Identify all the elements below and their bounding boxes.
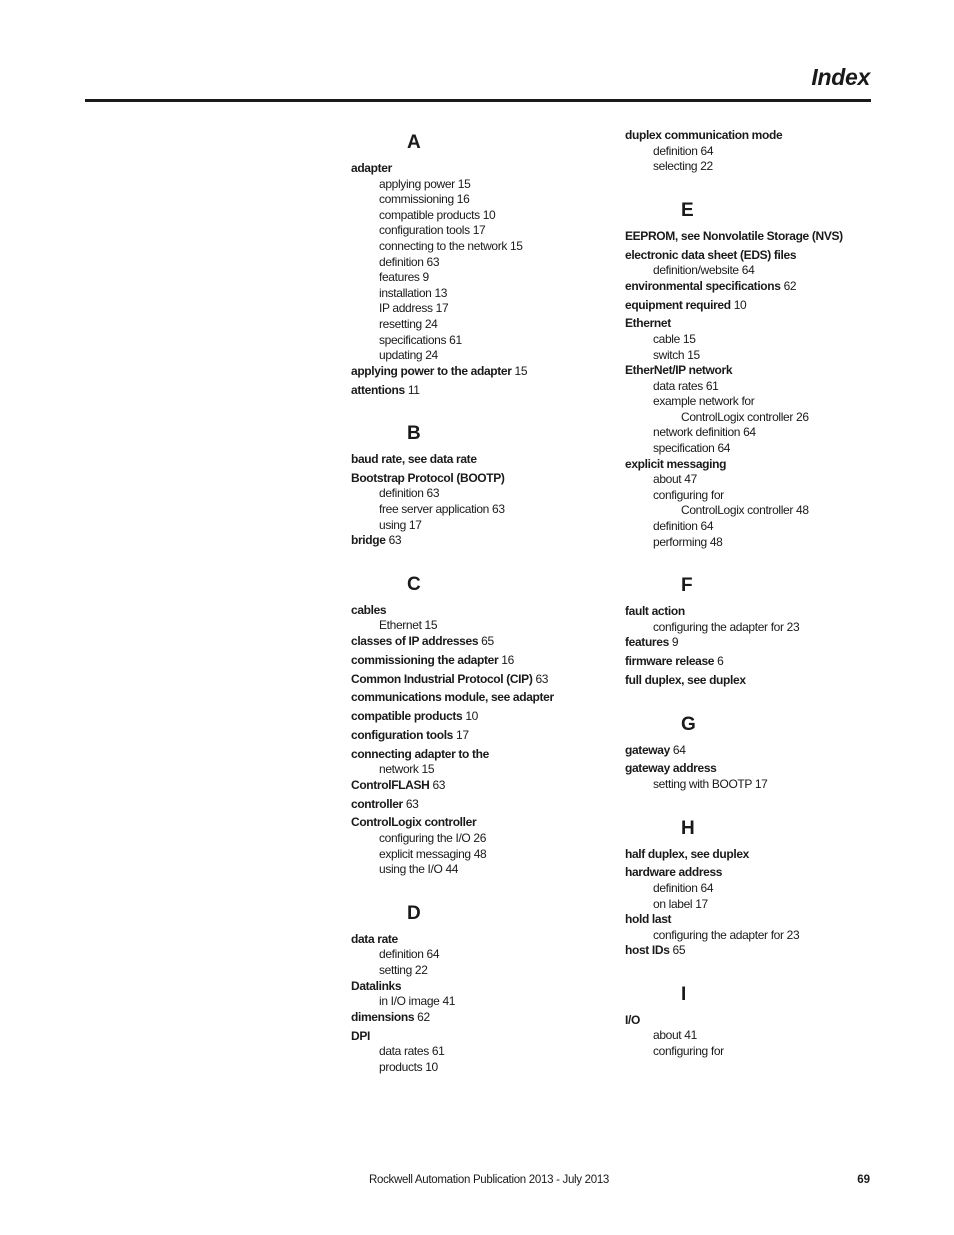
index-entry (351, 471, 601, 487)
index-section (351, 128, 601, 398)
index-subentry: specifications 61 (379, 332, 462, 347)
index-term: Datalinks (351, 978, 402, 993)
index-section (625, 980, 885, 1060)
index-section (625, 128, 885, 175)
index-subentry: configuring the I/O 26 (379, 831, 487, 846)
index-term: dimensions (351, 1009, 415, 1024)
index-term: communications module, see adapter (351, 690, 554, 705)
page-reference: 63 (388, 533, 402, 548)
index-entry (351, 690, 601, 706)
index-term: applying power to the adapter (351, 363, 512, 378)
index-term: hold last (625, 912, 672, 927)
page-reference: 64 (672, 742, 686, 757)
index-entry (351, 672, 601, 688)
index-term: features (625, 635, 669, 650)
index-term: bridge (351, 533, 386, 548)
index-subentry: in I/O image 41 (379, 994, 456, 1009)
index-term: baud rate, see data rate (351, 452, 477, 467)
index-term: Common Industrial Protocol (CIP) (351, 671, 533, 686)
index-entry (625, 673, 885, 689)
index-term: Ethernet (625, 316, 671, 331)
index-subentry: updating 24 (379, 348, 438, 363)
index-subentry: definition 63 (379, 254, 440, 269)
index-term: electronic data sheet (EDS) files (625, 247, 797, 262)
index-term: gateway address (625, 761, 717, 776)
index-term: EtherNet/IP network (625, 363, 733, 378)
index-subentry: configuration tools 17 (379, 223, 486, 238)
index-entry (351, 533, 601, 549)
index-entry (351, 1029, 601, 1045)
index-subentry: products 10 (379, 1059, 438, 1074)
index-entry (351, 797, 601, 813)
index-entry (625, 635, 885, 651)
section-letter: A (407, 132, 421, 153)
page-reference: 63 (405, 796, 419, 811)
index-entry (625, 761, 885, 777)
index-subentry: network 15 (379, 762, 435, 777)
index-entry (351, 653, 601, 669)
index-subentry: resetting 24 (379, 316, 438, 331)
section-letter: C (407, 573, 421, 595)
index-entry (625, 457, 885, 473)
index-subentry: IP address 17 (379, 301, 449, 316)
index-subentry: Ethernet 15 (379, 618, 438, 633)
index-term: half duplex, see duplex (625, 846, 749, 861)
index-subentry: specification 64 (653, 441, 731, 456)
index-entry (625, 279, 885, 295)
index-subentry: definition 64 (653, 519, 714, 534)
index-entry (351, 778, 601, 794)
index-subentry: about 47 (653, 472, 697, 487)
index-subentry: switch 15 (653, 347, 700, 362)
page-title: Index (811, 64, 870, 90)
index-entry (351, 603, 601, 619)
index-section (625, 571, 885, 688)
index-subentry: on label 17 (653, 896, 708, 911)
index-subentry: configuring for (653, 487, 724, 502)
index-term: explicit messaging (625, 456, 727, 471)
index-subentry: definition 64 (653, 143, 714, 158)
index-term: controller (351, 796, 403, 811)
index-term: hardware address (625, 865, 723, 880)
page-reference: 10 (465, 709, 479, 724)
index-entry (625, 128, 885, 144)
index-section (351, 899, 601, 1076)
index-entry (351, 383, 601, 399)
index-entry (625, 912, 885, 928)
index-entry (351, 815, 601, 831)
index-subentry: definition/website 64 (653, 263, 755, 278)
page-reference: 62 (417, 1009, 430, 1024)
index-term: configuration tools (351, 727, 454, 742)
index-term: gateway (625, 742, 670, 757)
index-subentry: performing 48 (653, 534, 723, 549)
index-subentry: connecting to the network 15 (379, 238, 523, 253)
index-term: Bootstrap Protocol (BOOTP) (351, 470, 505, 485)
index-term: classes of IP addresses (351, 634, 479, 649)
index-subentry: selecting 22 (653, 159, 713, 174)
page-reference: 17 (456, 727, 469, 742)
index-subentry: explicit messaging 48 (379, 846, 487, 861)
index-column-left (351, 128, 601, 1096)
index-entry (625, 298, 885, 314)
index-term: DPI (351, 1028, 370, 1043)
index-term: host IDs (625, 943, 670, 958)
index-term: firmware release (625, 654, 715, 669)
index-entry (625, 1013, 885, 1029)
index-term: EEPROM, see Nonvolatile Storage (NVS) (625, 228, 843, 243)
index-entry (351, 161, 601, 177)
section-letter: H (681, 817, 695, 839)
index-subentry: data rates 61 (379, 1044, 445, 1059)
page-reference: 15 (514, 363, 528, 378)
page-reference: 10 (733, 297, 747, 312)
section-letter: B (407, 423, 421, 445)
publication-footer: Rockwell Automation Publication 2013 - July 2013 (369, 1174, 610, 1186)
index-term: ControlLogix controller (351, 815, 477, 830)
index-entry (351, 1010, 601, 1026)
page-reference: 9 (671, 635, 679, 650)
page-reference: 11 (407, 382, 420, 397)
index-entry (625, 229, 885, 245)
index-column-right (625, 128, 885, 1081)
index-term: data rate (351, 931, 398, 946)
index-term: connecting adapter to the (351, 746, 489, 761)
index-subentry: cable 15 (653, 331, 696, 346)
index-subentry: definition 63 (379, 486, 440, 501)
index-subentry: setting 22 (379, 963, 428, 978)
page-number: 69 (857, 1174, 870, 1186)
index-section (625, 196, 885, 550)
index-term: environmental specifications (625, 278, 781, 293)
section-letter: D (407, 902, 421, 924)
index-term: fault action (625, 604, 685, 619)
index-subentry: definition 64 (379, 947, 440, 962)
index-entry (351, 979, 601, 995)
index-term: full duplex, see duplex (625, 672, 746, 687)
section-letter: G (681, 713, 696, 735)
index-entry (351, 364, 601, 380)
index-entry (625, 847, 885, 863)
index-term: equipment required (625, 297, 731, 312)
section-letter: F (681, 575, 693, 597)
index-subentry: network definition 64 (653, 425, 756, 440)
page-reference: 16 (501, 652, 514, 667)
index-entry (351, 634, 601, 650)
index-entry (351, 747, 601, 763)
header-rule (85, 99, 871, 102)
index-subentry: data rates 61 (653, 378, 719, 393)
index-subentry: setting with BOOTP 17 (653, 776, 768, 791)
index-term: I/O (625, 1012, 640, 1027)
index-term: commissioning the adapter (351, 652, 499, 667)
index-entry (625, 654, 885, 670)
index-section (351, 570, 601, 878)
index-subentry: ControlLogix controller 26 (681, 409, 809, 424)
index-entry (625, 865, 885, 881)
index-entry (625, 363, 885, 379)
index-subentry: compatible products 10 (379, 207, 496, 222)
section-letter: E (681, 199, 694, 221)
index-term: attentions (351, 382, 405, 397)
index-subentry: using 17 (379, 517, 422, 532)
index-entry (351, 709, 601, 725)
index-subentry: commissioning 16 (379, 192, 470, 207)
index-subentry: features 9 (379, 270, 429, 285)
index-subentry: about 41 (653, 1028, 697, 1043)
index-entry (351, 728, 601, 744)
index-subentry: applying power 15 (379, 176, 471, 191)
page-reference: 63 (432, 777, 446, 792)
index-entry (625, 248, 885, 264)
index-section (351, 419, 601, 549)
index-term: cables (351, 602, 387, 617)
section-letter: I (681, 983, 687, 1005)
index-subentry: definition 64 (653, 880, 714, 895)
index-term: duplex communication mode (625, 128, 783, 142)
index-section (625, 814, 885, 959)
index-subentry: configuring the adapter for 23 (653, 619, 800, 634)
page-reference: 62 (783, 278, 797, 293)
index-subentry: free server application 63 (379, 502, 505, 517)
page-reference: 65 (481, 634, 494, 649)
index-section (625, 710, 885, 793)
index-term: compatible products (351, 709, 463, 724)
index-entry (351, 452, 601, 468)
index-entry (625, 943, 885, 959)
index-subentry: ControlLogix controller 48 (681, 503, 809, 518)
index-entry (625, 604, 885, 620)
index-subentry: installation 13 (379, 285, 448, 300)
index-subentry: configuring for (653, 1044, 724, 1059)
page-reference: 6 (717, 654, 724, 669)
index-subentry: configuring the adapter for 23 (653, 927, 800, 942)
index-subentry: using the I/O 44 (379, 862, 459, 877)
index-entry (625, 316, 885, 332)
index-term: ControlFLASH (351, 777, 430, 792)
index-term: adapter (351, 161, 392, 175)
page-reference: 65 (672, 943, 686, 958)
page-reference: 63 (535, 671, 549, 686)
index-entry (625, 743, 885, 759)
index-subentry: example network for (653, 394, 755, 409)
index-entry (351, 932, 601, 948)
